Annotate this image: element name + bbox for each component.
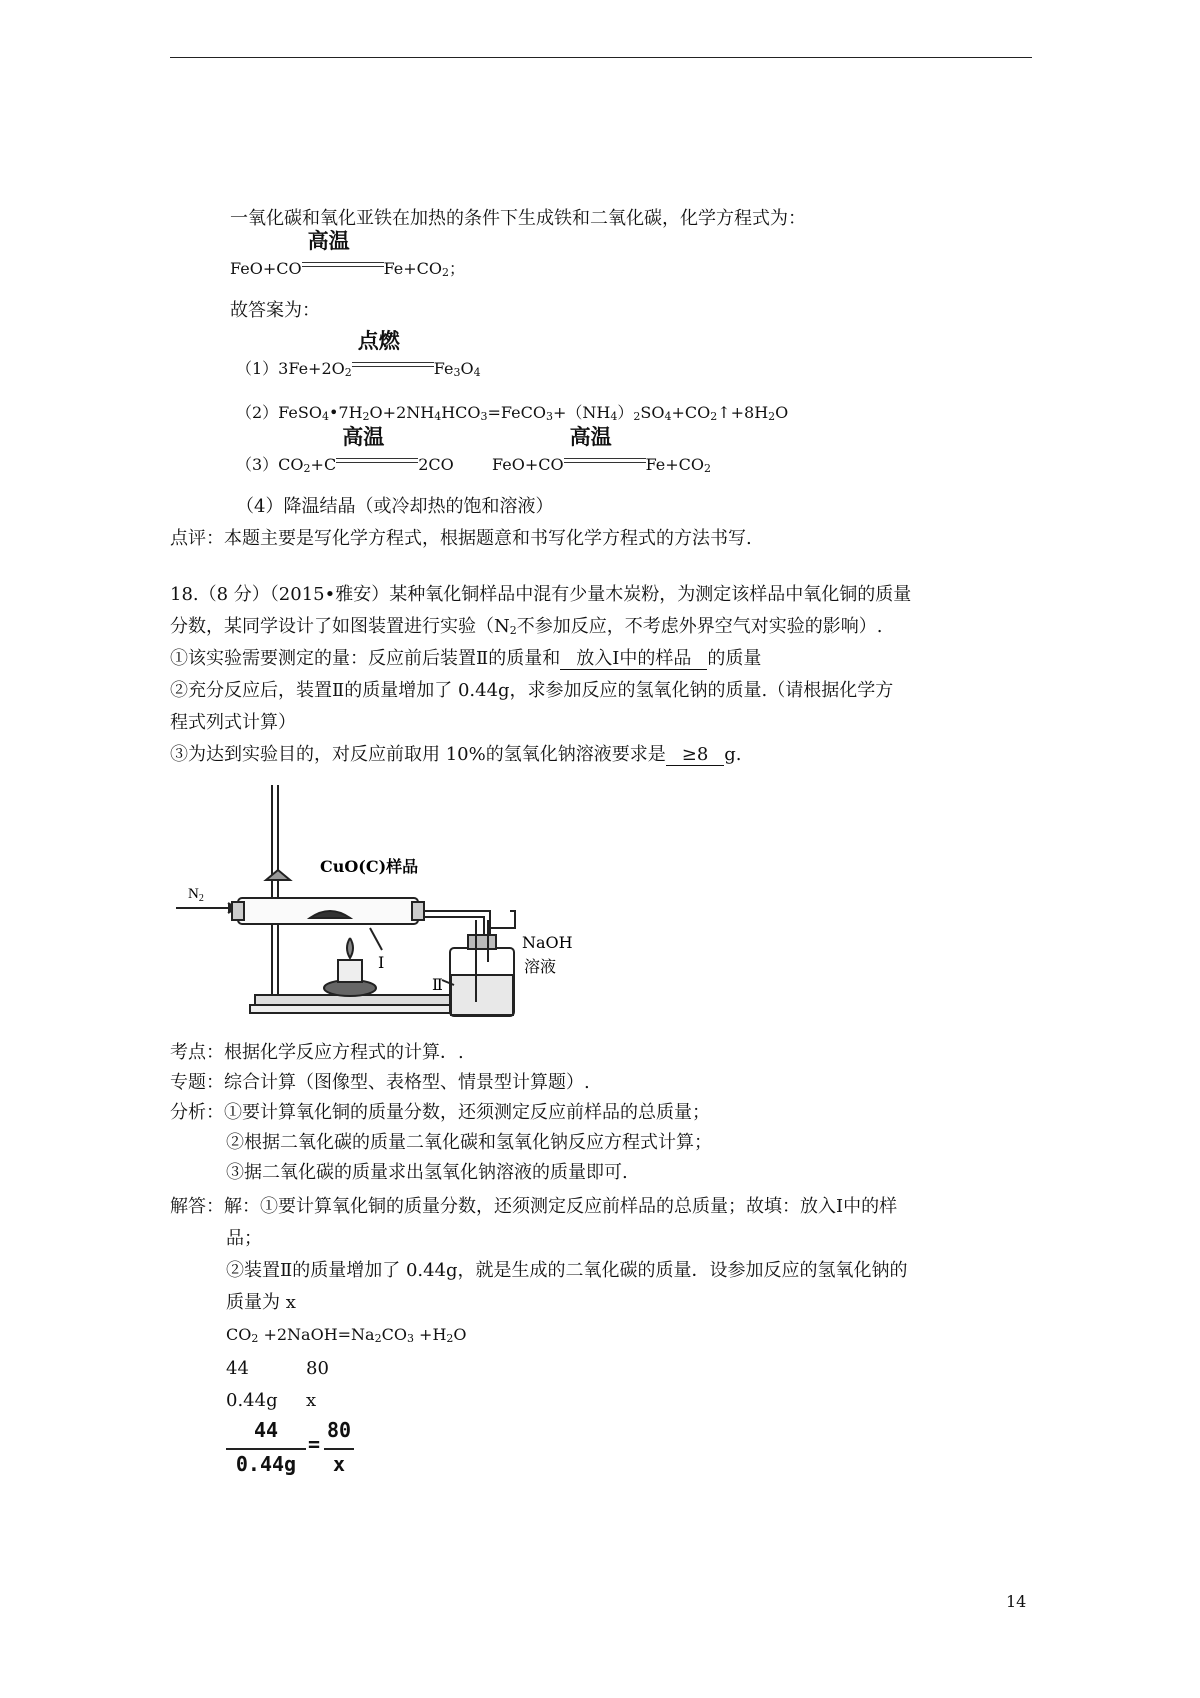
- answer-4: （4）降温结晶（或冷却热的饱和溶液）: [236, 496, 554, 517]
- answer-blank-2: ≥8: [666, 744, 725, 766]
- calc-row-1: 44 80: [226, 1358, 329, 1379]
- kaodian: 考点：根据化学反应方程式的计算．.: [170, 1042, 464, 1063]
- jieda-4: 质量为 x: [226, 1292, 296, 1313]
- comment: 点评：本题主要是写化学方程式，根据题意和书写化学方程式的方法书写.: [170, 528, 752, 549]
- jieda-2: 品；: [226, 1228, 262, 1249]
- fenxi-3: ③据二氧化碳的质量求出氢氧化钠溶液的质量即可.: [226, 1162, 628, 1183]
- equation-main: FeO+CO 高温 $Fe+CO_2$；: [230, 229, 466, 279]
- jieda-1: 解答：解：①要计算氧化铜的质量分数，还须测定反应前样品的总质量；故填：放入Ⅰ中的样: [170, 1196, 898, 1217]
- calc-row-2: 0.44g x: [226, 1390, 317, 1411]
- fenxi-2: ②根据二氧化碳的质量二氧化碳和氢氧化钠反应方程式计算；: [226, 1132, 712, 1153]
- zhuanti: 专题：综合计算（图像型、表格型、情景型计算题）.: [170, 1072, 590, 1093]
- q18-line6: ③为达到实验目的，对反应前取用 10%的氢氧化钠溶液要求是 ≥8 g.: [170, 744, 742, 765]
- answer-label: 故答案为：: [230, 300, 320, 321]
- fraction-numerator-1: 44: [253, 1418, 279, 1442]
- n2-label: $N_2$: [188, 886, 204, 904]
- q18-line3: ①该实验需要测定的量：反应前后装置Ⅱ的质量和 放入Ⅰ中的样品 的质量: [170, 648, 762, 669]
- answer-2: $(2)FeSO_4•7H_2O+2NH_4HCO_3=FeCO_3+(NH_4)_2SO_4+CO_2↑+8H_2O$: [236, 403, 789, 423]
- answer-3b: FeO+CO 高温 $Fe+CO_2$: [492, 425, 712, 475]
- label-I: Ⅰ: [378, 953, 385, 972]
- fraction-denominator-2: x: [332, 1452, 346, 1476]
- apparatus-figure: [170, 780, 580, 1030]
- naoh-label: NaOH: [522, 933, 573, 952]
- proportion-fraction: [226, 1418, 352, 1482]
- fraction-numerator-2: 80: [326, 1418, 352, 1442]
- sample-label: CuO(C)样品: [320, 857, 419, 876]
- q18-line5: 程式列式计算）: [170, 712, 296, 733]
- fenxi-1: 分析：①要计算氧化铜的质量分数，还须测定反应前样品的总质量；: [170, 1102, 710, 1123]
- jieda-3: ②装置Ⅱ的质量增加了 0.44g，就是生成的二氧化碳的质量．设参加反应的氢氧化钠的: [226, 1260, 908, 1281]
- solution-label: 溶液: [524, 957, 557, 976]
- calc-equation: $CO_2$ $+2NaOH=Na_2CO_3 +H_2O$: [226, 1325, 467, 1345]
- q18-line1: 18.（8 分）（2015•雅安）某种氧化铜样品中混有少量木炭粉，为测定该样品中氧化铜的质量: [170, 584, 912, 605]
- label-II: Ⅱ: [432, 975, 443, 994]
- answer-1: $(1)3Fe+2O_2$ 点燃 $Fe_3O_4$: [236, 329, 481, 379]
- fraction-denominator-1: 0.44g: [235, 1452, 297, 1476]
- intro-text: 一氧化碳和氧化亚铁在加热的条件下生成铁和二氧化碳，化学方程式为：: [230, 208, 806, 229]
- equals-sign: =: [308, 1432, 321, 1456]
- answer-3a: $(3)CO_2+C$ 高温 2CO: [236, 425, 454, 475]
- q18-line2: 分数，某同学设计了如图装置进行实验（$N_2$不参加反应，不考虑外界空气对实验的影响）.: [170, 616, 883, 637]
- q18-line4: ②充分反应后，装置Ⅱ的质量增加了 0.44g，求参加反应的氢氧化钠的质量.（请根据化学方: [170, 680, 894, 701]
- header-rule: [170, 57, 1032, 58]
- page-number: 14: [1006, 1592, 1027, 1611]
- answer-blank-1: 放入Ⅰ中的样品: [560, 648, 707, 670]
